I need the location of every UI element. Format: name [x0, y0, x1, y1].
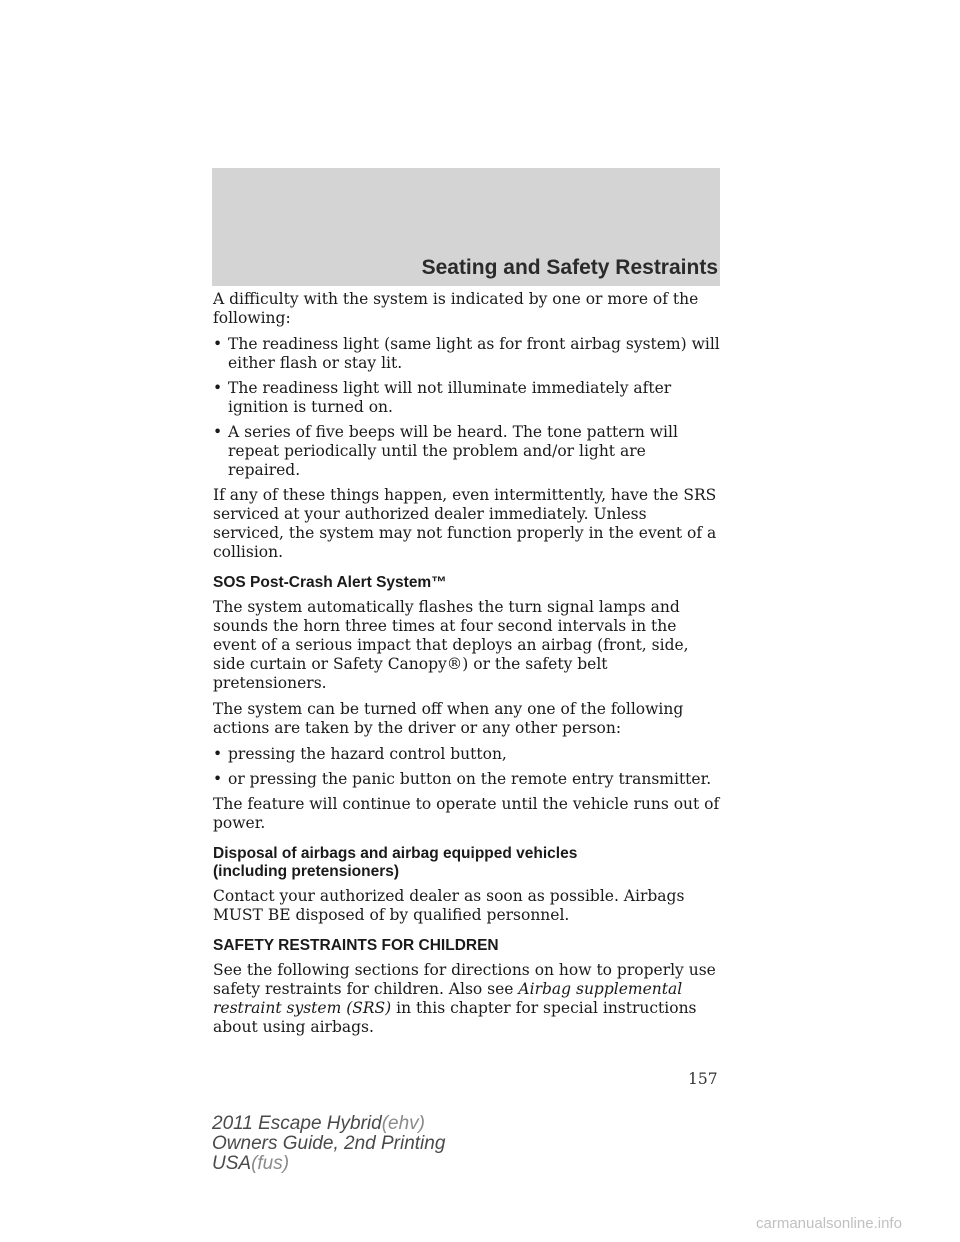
watermark-text: carmanualsonline.info — [756, 1215, 902, 1232]
bullet-icon: • — [213, 379, 223, 397]
paragraph-with-reference — [213, 961, 720, 1037]
list-item-text: The readiness light (same light as for front airbag system) will either flash or stay lit. — [228, 335, 720, 372]
subheading-airbag-disposal — [213, 845, 720, 881]
footer-model: 2011 Escape Hybrid — [212, 1113, 382, 1134]
footer-market: USA — [212, 1153, 252, 1174]
paragraph-text: See the following sections for directions on how to properly use safety restraints for children. Also see — [213, 961, 716, 998]
list-item — [213, 379, 720, 417]
paragraph-text: in this chapter for special instructions about using airbags. — [213, 999, 697, 1036]
list-item — [213, 423, 720, 480]
footer-code: (ehv) — [381, 1113, 425, 1134]
bullet-icon: • — [213, 335, 223, 353]
section-title: Seating and Safety Restraints — [421, 256, 718, 279]
list-item-text: pressing the hazard control button, — [228, 745, 507, 763]
bullet-icon: • — [213, 745, 223, 763]
paragraph: A difficulty with the system is indicated by one or more of the following: — [213, 290, 699, 327]
bullet-icon: • — [213, 770, 223, 788]
list-item — [213, 335, 720, 373]
list-item — [213, 770, 720, 789]
document-footer — [212, 1114, 445, 1174]
footer-line — [212, 1114, 445, 1134]
cross-reference: Airbag supplemental restraint system (SRS) — [213, 980, 683, 1017]
list-item-text: A series of five beeps will be heard. The tone pattern will repeat periodically until the problem and/or light are repaired. — [228, 423, 678, 479]
bullet-list-turn-off — [213, 745, 720, 789]
page-content — [213, 290, 720, 1044]
subheading-line: Disposal of airbags and airbag equipped vehicles — [213, 845, 578, 862]
list-item — [213, 745, 720, 764]
paragraph: Contact your authorized dealer as soon as possible. Airbags MUST BE disposed of by qualified personnel. — [213, 887, 685, 924]
section-header-band — [212, 168, 720, 286]
bullet-icon: • — [213, 423, 223, 441]
list-item-text: or pressing the panic button on the remote entry transmitter. — [228, 770, 712, 788]
paragraph: If any of these things happen, even intermittently, have the SRS serviced at your authorized dealer immediately. Unless serviced, the system may not function properly in the event of a collision. — [213, 486, 717, 561]
subheading-line: (including pretensioners) — [213, 863, 400, 880]
paragraph: The feature will continue to operate until the vehicle runs out of power. — [213, 795, 720, 832]
bullet-list-readiness — [213, 335, 720, 480]
page-number: 157 — [688, 1070, 718, 1088]
footer-code: (fus) — [251, 1153, 290, 1174]
subheading-child-restraints: SAFETY RESTRAINTS FOR CHILDREN — [213, 937, 499, 954]
paragraph: The system can be turned off when any one of the following actions are taken by the driver or any other person: — [213, 700, 684, 737]
footer-line — [212, 1154, 445, 1174]
list-item-text: The readiness light will not illuminate immediately after ignition is turned on. — [228, 379, 672, 416]
paragraph: The system automatically flashes the turn signal lamps and sounds the horn three times at four second intervals in the event of a serious impact that deploys an airbag (front, side, side curtain or Safety Canopy®) or the safety belt pretensioners. — [213, 598, 689, 692]
footer-line: Owners Guide, 2nd Printing — [212, 1133, 446, 1154]
subheading-sos-post-crash: SOS Post-Crash Alert System™ — [213, 574, 447, 591]
